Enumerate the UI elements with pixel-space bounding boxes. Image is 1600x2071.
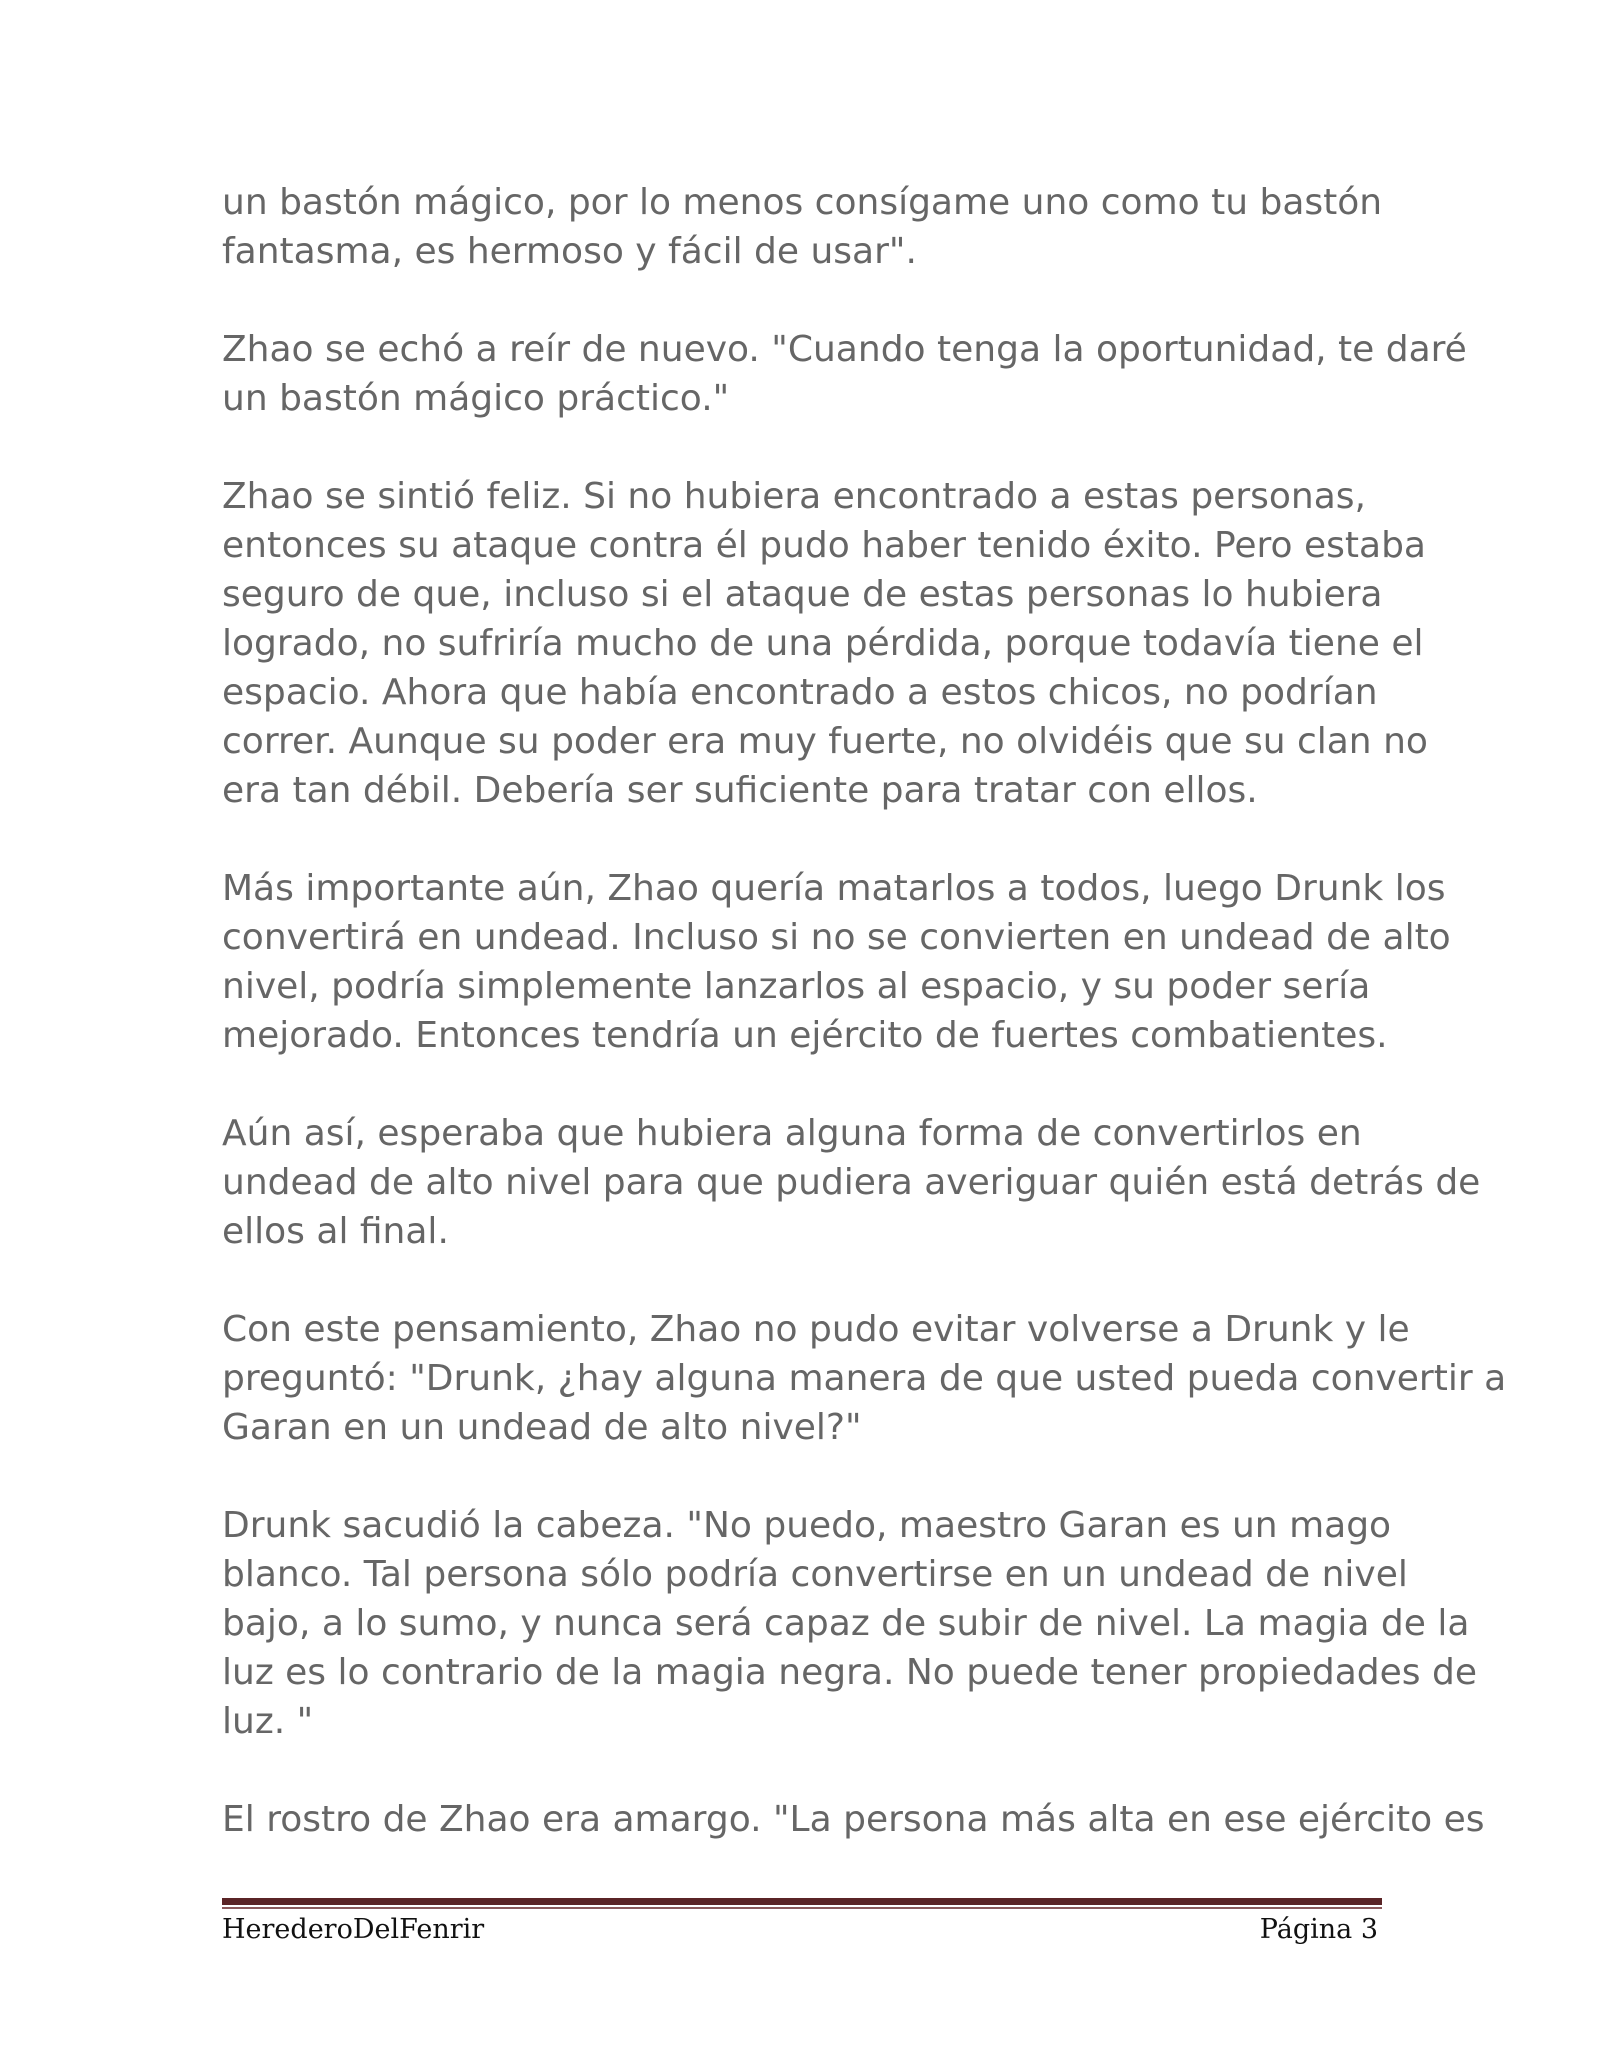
paragraph xyxy=(222,178,1392,276)
text-line: espacio. Ahora que había encontrado a estos chicos, no podrían xyxy=(222,672,1378,713)
text-line: era tan débil. Debería ser suficiente para tratar con ellos. xyxy=(222,770,1258,811)
text-line: ellos al final. xyxy=(222,1211,449,1252)
text-line: preguntó: "Drunk, ¿hay alguna manera de que usted pueda convertir a xyxy=(222,1358,1507,1399)
text-line: logrado, no sufriría mucho de una pérdida, porque todavía tiene el xyxy=(222,623,1424,664)
text-line: bajo, a lo sumo, y nunca será capaz de subir de nivel. La magia de la xyxy=(222,1603,1470,1644)
paragraph xyxy=(222,1109,1481,1256)
text-line: fantasma, es hermoso y fácil de usar". xyxy=(222,231,917,272)
text-line: nivel, podría simplemente lanzarlos al espacio, y su poder sería xyxy=(222,966,1371,1007)
text-line: Zhao se sintió feliz. Si no hubiera encontrado a estas personas, xyxy=(222,476,1366,517)
text-line: seguro de que, incluso si el ataque de estas personas lo hubiera xyxy=(222,574,1383,615)
text-line: El rostro de Zhao era amargo. "La persona más alta en ese ejército es xyxy=(222,1799,1485,1840)
text-line: Drunk sacudió la cabeza. "No puedo, maestro Garan es un mago xyxy=(222,1505,1392,1546)
text-line: correr. Aunque su poder era muy fuerte, no olvidéis que su clan no xyxy=(222,721,1428,762)
text-line: Más importante aún, Zhao quería matarlos a todos, luego Drunk los xyxy=(222,868,1446,909)
paragraph xyxy=(222,1501,1477,1746)
paragraph xyxy=(222,864,1451,1060)
footer-author: HerederoDelFenrir xyxy=(222,1914,485,1945)
paragraph xyxy=(222,1795,1485,1844)
text-line: un bastón mágico, por lo menos consígame uno como tu bastón xyxy=(222,182,1383,223)
footer-divider-thin xyxy=(222,1907,1382,1909)
paragraph xyxy=(222,1305,1507,1452)
footer-divider xyxy=(222,1898,1382,1905)
text-line: un bastón mágico práctico." xyxy=(222,378,730,419)
paragraph xyxy=(222,472,1428,815)
text-line: luz. " xyxy=(222,1701,314,1742)
text-line: blanco. Tal persona sólo podría convertirse en un undead de nivel xyxy=(222,1554,1408,1595)
text-line: entonces su ataque contra él pudo haber tenido éxito. Pero estaba xyxy=(222,525,1426,566)
text-line: Garan en un undead de alto nivel?" xyxy=(222,1407,862,1448)
text-line: mejorado. Entonces tendría un ejército de fuertes combatientes. xyxy=(222,1015,1388,1056)
text-line: luz es lo contrario de la magia negra. No puede tener propiedades de xyxy=(222,1652,1477,1693)
text-line: convertirá en undead. Incluso si no se convierten en undead de alto xyxy=(222,917,1451,958)
paragraph xyxy=(222,325,1467,423)
text-line: Zhao se echó a reír de nuevo. "Cuando tenga la oportunidad, te daré xyxy=(222,329,1467,370)
text-line: Con este pensamiento, Zhao no pudo evitar volverse a Drunk y le xyxy=(222,1309,1410,1350)
footer-page-number: Página 3 xyxy=(1259,1914,1378,1945)
body-text xyxy=(222,178,1507,1893)
text-line: Aún así, esperaba que hubiera alguna forma de convertirlos en xyxy=(222,1113,1362,1154)
text-line: undead de alto nivel para que pudiera averiguar quién está detrás de xyxy=(222,1162,1481,1203)
